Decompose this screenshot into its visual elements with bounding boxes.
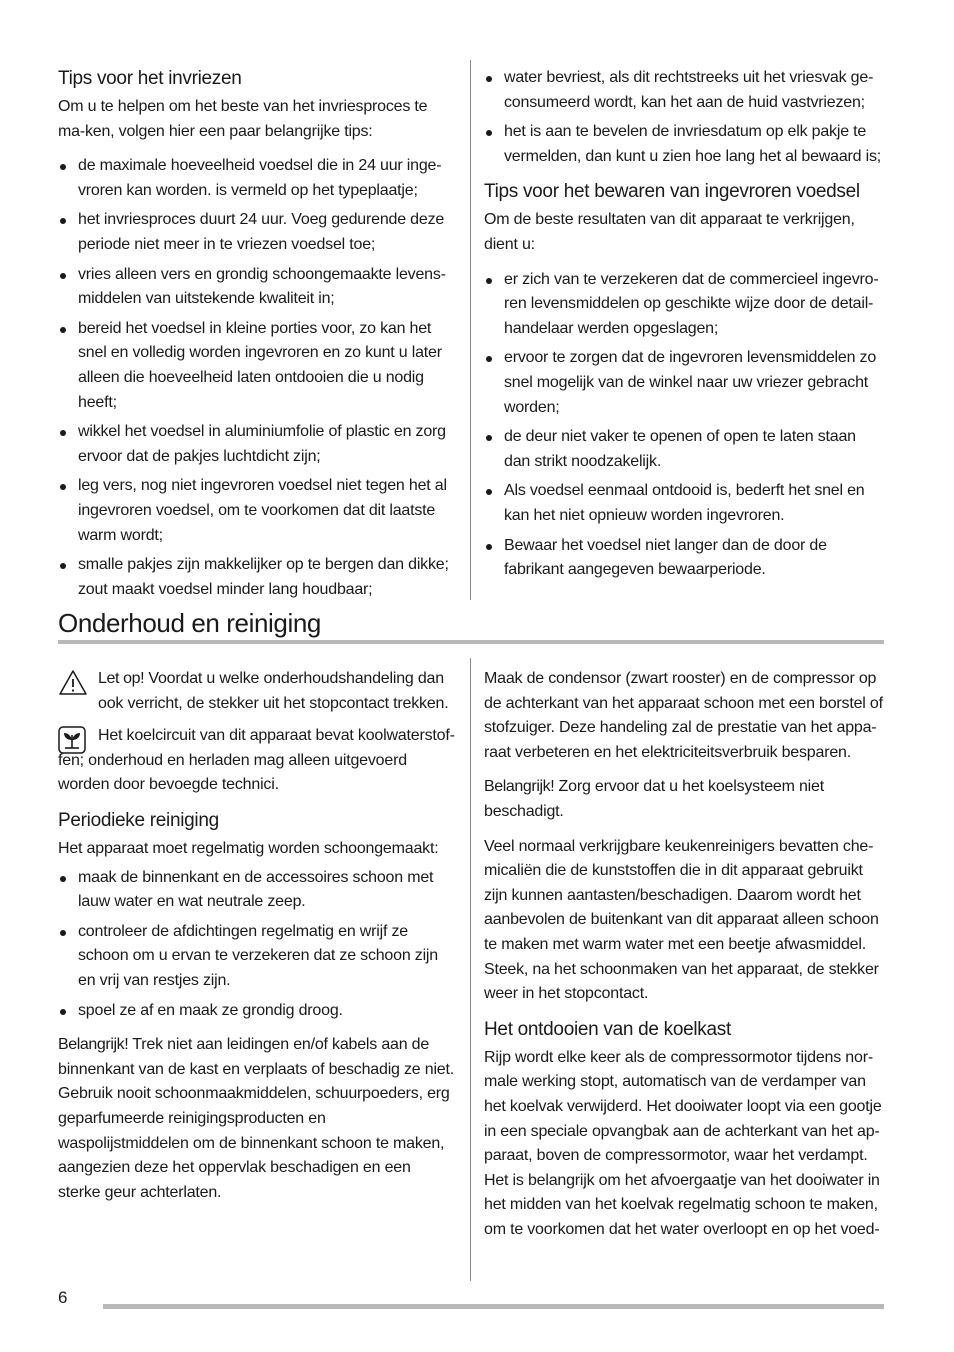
- bullet-icon: [60, 930, 66, 936]
- important-label: Belangrijk!: [484, 778, 555, 796]
- bullet-icon: [60, 484, 66, 490]
- list-item: er zich van te verzekeren dat de commercieel ingevro-ren levensmiddelen op geschikte wijze door de detail-handelaar werden opgeslagen;: [484, 268, 884, 342]
- list-item: het is aan te bevelen de invriesdatum op elk pakje te vermelden, dan kunt u zien hoe lang het al bewaard is;: [484, 120, 884, 169]
- column-divider: [470, 60, 471, 600]
- list-invriezen: [58, 154, 456, 602]
- list-reiniging: [58, 866, 456, 1024]
- list-item: de deur niet vaker te openen of open te laten staan dan strikt noodzakelijk.: [484, 425, 884, 474]
- column-bottom-left: [58, 667, 456, 1215]
- list-item: vries alleen vers en grondig schoongemaakte levens-middelen van uitstekende kwaliteit in;: [58, 263, 456, 312]
- list-item: maak de binnenkant en de accessoires schoon met lauw water en wat neutrale zeep.: [58, 866, 456, 915]
- bullet-icon: [60, 1009, 66, 1015]
- bullet-icon: [60, 876, 66, 882]
- list-item: wikkel het voedsel in aluminiumfolie of plastic en zorg ervoor dat de pakjes luchtdicht zijn;: [58, 420, 456, 469]
- bullet-icon: [486, 356, 492, 362]
- intro-bewaren: Om de beste resultaten van dit apparaat te verkrijgen, dient u:: [484, 211, 855, 253]
- bullet-icon: [486, 278, 492, 284]
- list-item: leg vers, nog niet ingevroren voedsel niet tegen het al ingevroren voedsel, om te voorkomen dat dit laatste warm wordt;: [58, 474, 456, 548]
- list-item: Bewaar het voedsel niet langer dan de door de fabrikant aangegeven bewaarperiode.: [484, 534, 884, 583]
- section-rule: [58, 640, 884, 644]
- important-label: Belangrijk!: [58, 1036, 129, 1054]
- bullet-icon: [60, 327, 66, 333]
- list-item: het invriesproces duurt 24 uur. Voeg gedurende deze periode niet meer in te vriezen voedsel toe;: [58, 208, 456, 257]
- list-item: Als voedsel eenmaal ontdooid is, bederft het snel en kan het niet opnieuw worden ingevroren.: [484, 479, 884, 528]
- bullet-icon: [60, 273, 66, 279]
- environment-note: [58, 724, 456, 798]
- heading-tips-invriezen: Tips voor het invriezen: [58, 68, 242, 89]
- environment-text: Het koelcircuit van dit apparaat bevat koolwaterstof-fen; onderhoud en herladen mag alleen uitgevoerd worden door bevoegde technici.: [58, 727, 455, 794]
- list-item: ervoor te zorgen dat de ingevroren levensmiddelen zo snel mogelijk van de winkel naar uw vriezer gebracht worden;: [484, 346, 884, 420]
- bullet-icon: [486, 130, 492, 136]
- warning-triangle-icon: [58, 669, 88, 696]
- column-divider: [470, 658, 471, 1281]
- list-item: water bevriest, als dit rechtstreeks uit het vriesvak ge-consumeerd wordt, kan het aan de huid vastvriezen;: [484, 66, 884, 115]
- intro-invriezen: Om u te helpen om het beste van het invriesproces te ma-ken, volgen hier een paar belangrijke tips:: [58, 98, 428, 140]
- column-bottom-right: [484, 667, 884, 1242]
- heading-periodieke-reiniging: Periodieke reiniging: [58, 809, 219, 831]
- paragraph-ontdooien: Rijp wordt elke keer als de compressormotor tijdens nor-male werking stopt, automatisch van de verdamper van het koelvak verwijderd. Het dooiwater loopt via een gootje in een speciale opvangbak aan de achterkant van het ap-paraat, boven de compressormotor, waar het verdampt. Het is belangrijk om het afvoergaatje van het dooiwater in het midden van het koelvak regelmatig schoon te maken, om te voorkomen dat het water overloopt en op het voed-: [484, 1048, 882, 1238]
- bullet-icon: [60, 218, 66, 224]
- important-note-left: [58, 1033, 456, 1205]
- list-invriezen-continued: [484, 66, 884, 169]
- bullet-icon: [60, 563, 66, 569]
- section-heading: Onderhoud en reiniging: [58, 608, 321, 638]
- list-bewaren: [484, 268, 884, 583]
- warning-note: [58, 667, 456, 716]
- list-item: controleer de afdichtingen regelmatig en wrijf ze schoon om u ervan te verzekeren dat ze schoon zijn en vrij van restjes zijn.: [58, 920, 456, 994]
- warning-label: Let op!: [98, 670, 145, 687]
- heading-ontdooien: Het ontdooien van de koelkast: [484, 1018, 731, 1040]
- paragraph-condensor: Maak de condensor (zwart rooster) en de compressor op de achterkant van het apparaat schoon met een borstel of stofzuiger. Deze handeling zal de prestatie van het appa-raat verbeteren en het elektriciteitsverbruik besparen.: [484, 670, 883, 761]
- heading-tips-bewaren: Tips voor het bewaren van ingevroren voedsel: [484, 181, 860, 203]
- page-number: 6: [58, 1288, 68, 1307]
- bullet-icon: [60, 430, 66, 436]
- warning-text: Voordat u welke onderhoudshandeling dan ook verricht, de stekker uit het stopcontact trekken.: [98, 670, 449, 712]
- intro-reiniging: Het apparaat moet regelmatig worden schoongemaakt:: [58, 839, 439, 857]
- list-item: smalle pakjes zijn makkelijker op te bergen dan dikke; zout maakt voedsel minder lang houdbaar;: [58, 553, 456, 602]
- bullet-icon: [486, 76, 492, 82]
- important-text: Zorg ervoor dat u het koelsysteem niet beschadigt.: [484, 778, 824, 820]
- bullet-icon: [60, 164, 66, 170]
- paragraph-keukenreinigers: Veel normaal verkrijgbare keukenreinigers bevatten che-micaliën die de kunststoffen die in dit apparaat gebruikt zijn kunnen aantasten/beschadigen. Daarom wordt het aanbevolen de buitenkant van dit apparaat alleen schoon te maken met warm water met een beetje afwasmiddel. Steek, na het schoonmaken van het apparaat, de stekker weer in het stopcontact.: [484, 837, 879, 1003]
- list-item: de maximale hoeveelheid voedsel die in 24 uur inge-vroren kan worden. is vermeld op het typeplaatje;: [58, 154, 456, 203]
- bullet-icon: [486, 435, 492, 441]
- footer-rule: [103, 1304, 884, 1309]
- column-top-right: [484, 66, 884, 588]
- bullet-icon: [486, 544, 492, 550]
- column-top-left: [58, 66, 456, 607]
- bullet-icon: [486, 489, 492, 495]
- important-text: Trek niet aan leidingen en/of kabels aan de binnenkant van de kast en verplaats of beschadig ze niet. Gebruik nooit schoonmaakmiddelen, schuurpoeders, erg geparfumeerde reinigingsproducten en waspolijstmiddelen om de binnenkant schoon te maken, aangezien deze het oppervlak beschadigen en een sterke geur achterlaten.: [58, 1036, 454, 1201]
- environment-icon: [58, 726, 86, 754]
- list-item: spoel ze af en maak ze grondig droog.: [58, 999, 456, 1024]
- important-note-right: [484, 775, 884, 824]
- list-item: bereid het voedsel in kleine porties voor, zo kan het snel en volledig worden ingevroren en zo kunt u later alleen die hoeveelheid laten ontdooien die u nodig heeft;: [58, 317, 456, 415]
